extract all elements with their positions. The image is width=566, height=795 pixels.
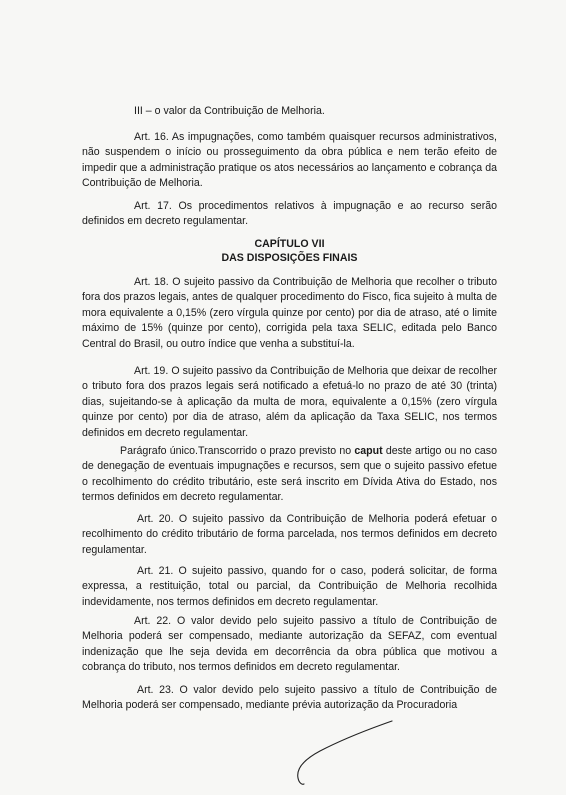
- item-iii-text: III – o valor da Contribuição de Melhoria.: [134, 105, 325, 117]
- caput-term: caput: [354, 445, 383, 457]
- article-16: [82, 130, 497, 192]
- article-22-text: Art. 22. O valor devido pelo sujeito passivo a título de Contribuição de Melhoria poderá ser compensado, mediante autorização da SEFAZ, com eventual indenização que lhe seja devida em decorrência da obra pública que motivou a cobrança do tributo, nos termos definidos em decreto regulamentar.: [82, 615, 497, 674]
- paragrafo-unico-text-rest: deste artigo ou no caso de denegação de eventuais impugnações e recursos, sem que o sujeito passivo efetue o recolhimento do crédito tributário, este será inscrito em Dívida Ativa do Estado, nos termos definidos em decreto regulamentar.: [82, 445, 498, 504]
- paragrafo-unico-text: Parágrafo único.Transcorrido o prazo previsto no: [120, 445, 355, 457]
- article-23: [82, 683, 497, 714]
- article-18: [82, 275, 497, 352]
- article-19: [82, 364, 497, 441]
- item-iii: [82, 104, 497, 119]
- article-21-text: Art. 21. O sujeito passivo, quando for o caso, poderá solicitar, de forma expressa, a restituição, total ou parcial, da Contribuição de Melhoria recolhida indevidamente, nos termos definidos em decreto regulamentar.: [82, 565, 497, 608]
- article-17-text: Art. 17. Os procedimentos relativos à impugnação e ao recurso serão definidos em decreto regulamentar.: [82, 200, 497, 228]
- article-17: [82, 199, 497, 230]
- article-20: [82, 512, 497, 558]
- article-20-text: Art. 20. O sujeito passivo da Contribuição de Melhoria poderá efetuar o recolhimento do crédito tributário de forma parcelada, nos termos definidos em decreto regulamentar.: [82, 513, 497, 556]
- signature-stroke: [290, 718, 400, 788]
- article-16-text: Art. 16. As impugnações, como também quaisquer recursos administrativos, não suspendem o início ou prosseguimento da obra pública e nem terão efeito de impedir que a administração pratique os atos necessários ao lançamento e cobrança da Contribuição de Melhoria.: [82, 131, 497, 190]
- chapter-subtitle: DAS DISPOSIÇÕES FINAIS: [221, 252, 358, 264]
- article-23-text: Art. 23. O valor devido pelo sujeito passivo a título de Contribuição de Melhoria poderá ser compensado, mediante prévia autorização da Procuradoria: [82, 684, 497, 712]
- article-22: [82, 614, 497, 676]
- chapter-title: CAPÍTULO VII: [254, 238, 325, 250]
- article-21: [82, 564, 497, 610]
- article-18-text: Art. 18. O sujeito passivo da Contribuição de Melhoria que recolher o tributo fora dos prazos legais, antes de qualquer procedimento do Fisco, fica sujeito à multa de mora equivalente a 0,15% (zero vírgula quinze por cento) por dia de atraso, até o limite máximo de 15% (quinze por cento), corrigida pela taxa SELIC, editada pelo Banco Central do Brasil, ou outro índice que venha a substituí-la.: [82, 276, 497, 350]
- paragrafo-unico: [82, 444, 497, 506]
- article-19-text: Art. 19. O sujeito passivo da Contribuição de Melhoria que deixar de recolher o tributo fora dos prazos legais será notificado a efetuá-lo no prazo de até 30 (trinta) dias, sujeitando-se à aplicação da multa de mora, equivalente a 0,15% (zero vírgula quinze por cento) por dia de atraso, além da aplicação da Taxa SELIC, nos termos definidos em decreto regulamentar.: [82, 365, 497, 439]
